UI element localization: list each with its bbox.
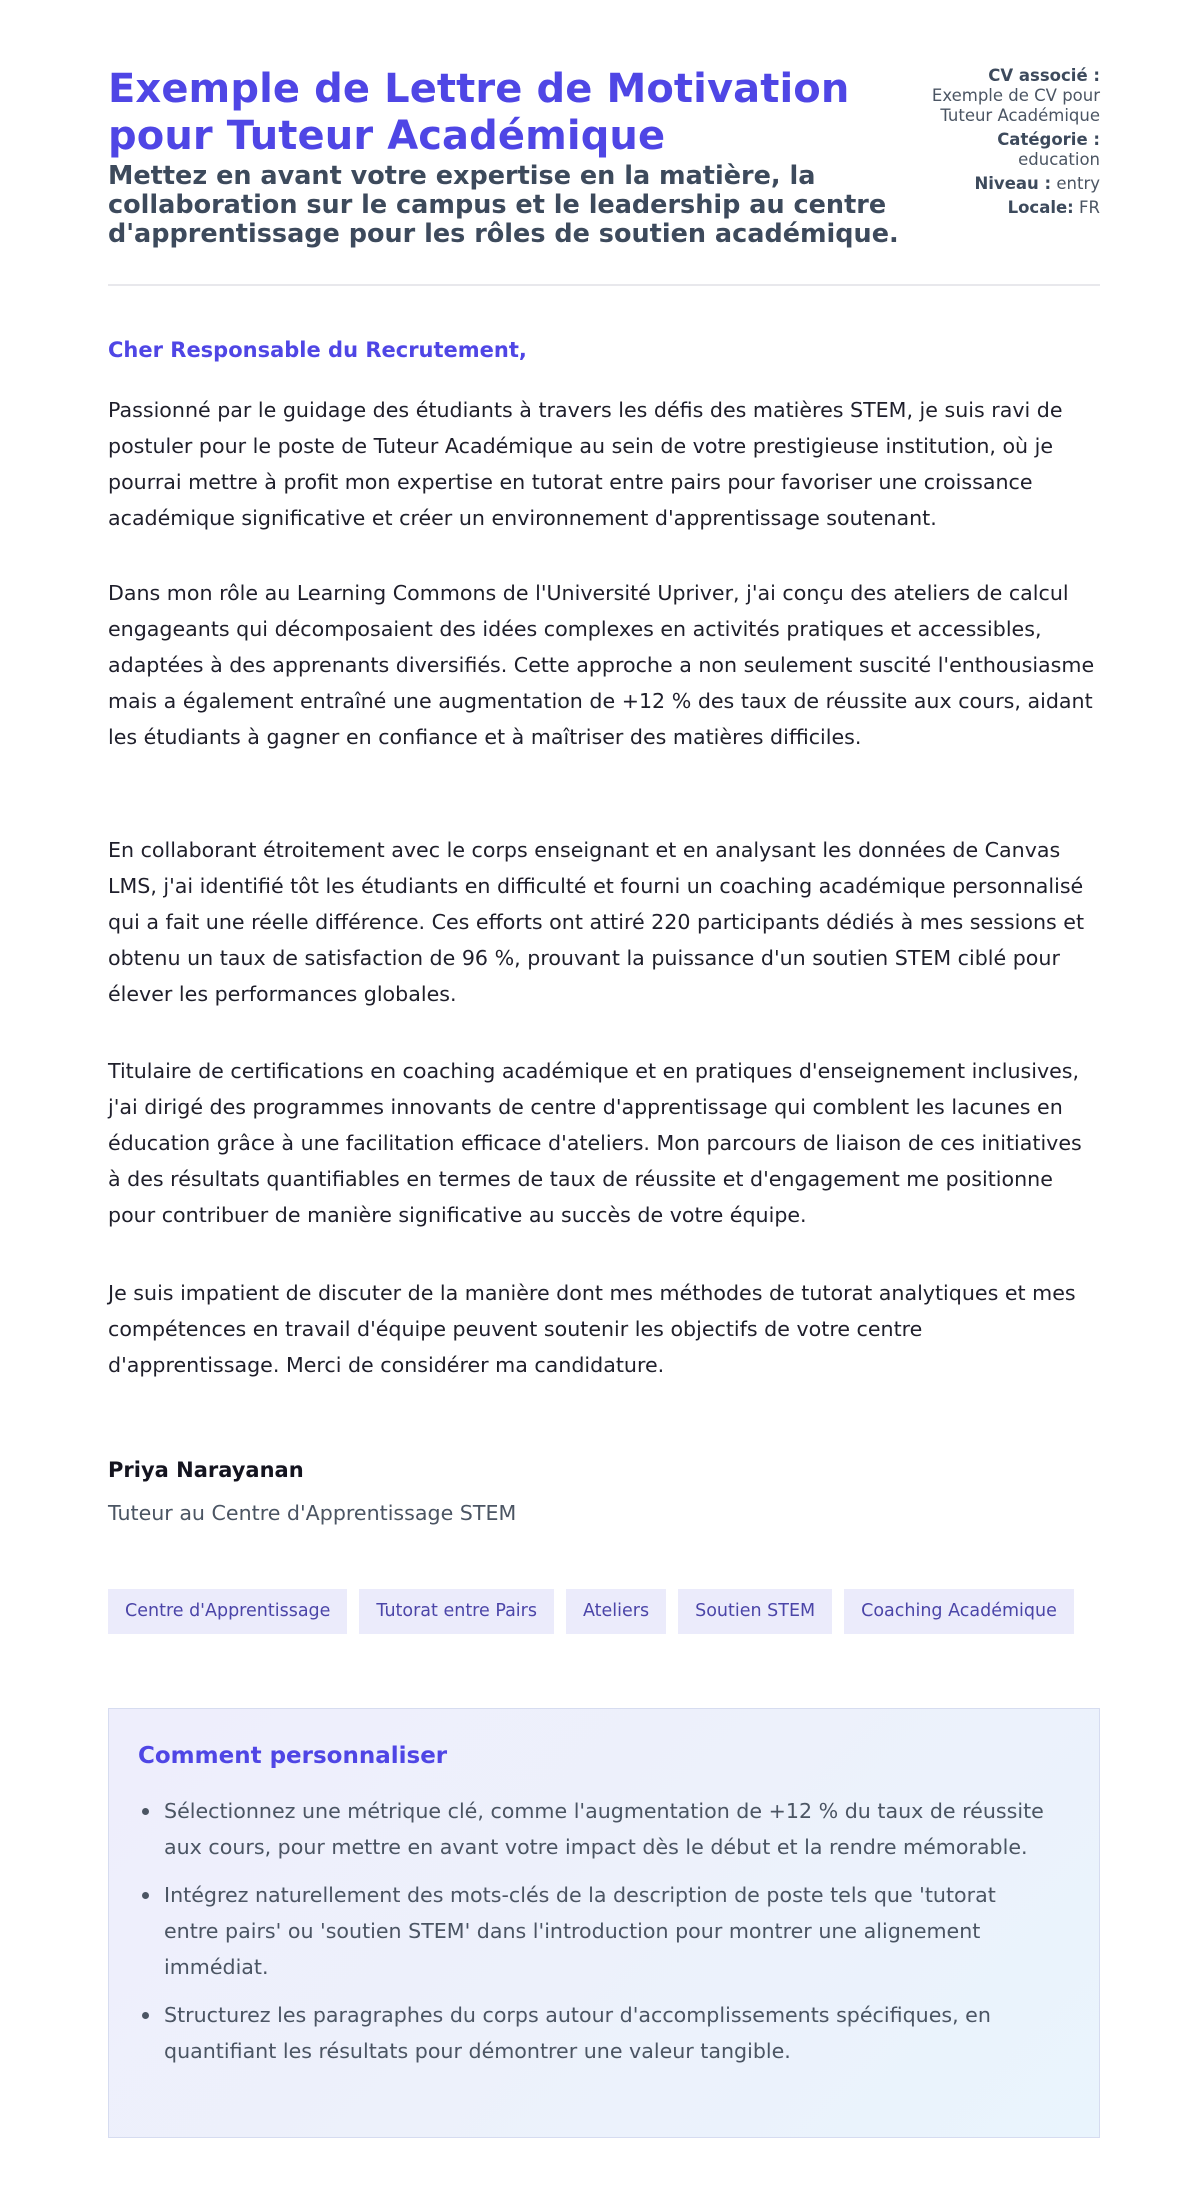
letter-paragraph-4: Titulaire de certifications en coaching académique et en pratiques d'enseignement inclusives, j'ai dirigé des programmes innovants de centre d'apprentissage qui comblent les lacunes en éducation grâce à une facilitation efficace d'ateliers. Mon parcours de liaison de ces initiatives à des résultats quantifiables en termes de taux de réussite et d'engagement me positionne pour contribuer de manière significative au succès de votre équipe.: [108, 1059, 1082, 1227]
tag-soutien-stem[interactable]: Soutien STEM: [678, 1589, 832, 1634]
title-block: [108, 66, 928, 249]
bullet-icon: [142, 1808, 149, 1815]
tag-coaching-academique[interactable]: Coaching Académique: [844, 1589, 1074, 1634]
letter-paragraph-1: Passionné par le guidage des étudiants à travers les défis des matières STEM, je suis ravi de postuler pour le poste de Tuteur Académique au sein de votre prestigieuse institution, où je pourrai mettre à profit mon expertise en tutorat entre pairs pour favoriser une croissance académique significative et créer un environnement d'apprentissage soutenant.: [108, 398, 1063, 530]
bullet-icon: [142, 2012, 149, 2019]
tag-centre-apprentissage[interactable]: Centre d'Apprentissage: [108, 1589, 347, 1634]
letter-paragraph-3: En collaborant étroitement avec le corps enseignant et en analysant les données de Canvas LMS, j'ai identifié tôt les étudiants en difficulté et fourni un coaching académique personnalisé qui a fait une réelle différence. Ces efforts ont attiré 220 participants dédiés à mes sessions et obtenu un taux de satisfaction de 96 %, prouvant la puissance d'un soutien STEM ciblé pour élever les performances globales.: [108, 838, 1085, 1006]
tip-text: Structurez les paragraphes du corps autour d'accomplissements spécifiques, en quantifiant les résultats pour démontrer une valeur tangible.: [164, 2003, 991, 2063]
cover-letter-page: [108, 0, 1100, 2063]
meta-cv-label: CV associé :: [988, 66, 1100, 85]
letter-salutation: Cher Responsable du Recrutement,: [108, 338, 527, 362]
tip-text: Intégrez naturellement des mots-clés de la description de poste tels que 'tutorat entre pairs' ou 'soutien STEM' dans l'introduction pour montrer une alignement immédiat.: [164, 1883, 996, 1979]
page-subtitle: Mettez en avant votre expertise en la matière, la collaboration sur le campus et le leadership au centre d'apprentissage pour les rôles de soutien académique.: [108, 161, 899, 249]
meta-level-value: entry: [1056, 174, 1100, 193]
page-header: [108, 0, 1100, 286]
meta-locale-value: FR: [1079, 198, 1100, 217]
letter-paragraph-2: Dans mon rôle au Learning Commons de l'Université Upriver, j'ai conçu des ateliers de calcul engageants qui décomposaient des idées complexes en activités pratiques et accessibles, adaptées à des apprenants diversifiés. Cette approche a non seulement suscité l'enthousiasme mais a également entraîné une augmentation de +12 % des taux de réussite aux cours, aidant les étudiants à gagner en confiance et à maîtriser des matières difficiles.: [108, 581, 1095, 749]
bullet-icon: [142, 1892, 149, 1899]
tip-item: [138, 1793, 1048, 1865]
meta-level-label: Niveau :: [974, 174, 1052, 193]
signature-title: Tuteur au Centre d'Apprentissage STEM: [108, 1501, 517, 1525]
page-title: Exemple de Lettre de Motivation pour Tuteur Académique: [108, 66, 850, 159]
meta-cv-value[interactable]: Exemple de CV pour Tuteur Académique: [931, 86, 1100, 125]
tag-tutorat-entre-pairs[interactable]: Tutorat entre Pairs: [359, 1589, 554, 1634]
meta-cv: [910, 66, 1100, 126]
letter-paragraph-5: Je suis impatient de discuter de la manière dont mes méthodes de tutorat analytiques et mes compétences en travail d'équipe peuvent soutenir les objectifs de votre centre d'apprentissage. Merci de considérer ma candidature.: [108, 1281, 1076, 1377]
meta-locale: [910, 198, 1100, 218]
tip-item: [138, 1997, 1048, 2069]
tips-title: Comment personnaliser: [138, 1743, 448, 1769]
tips-list: [138, 1793, 1048, 2081]
meta-locale-label: Locale:: [1007, 198, 1074, 217]
tip-item: [138, 1877, 1048, 1985]
meta-level: [910, 174, 1100, 194]
tag-ateliers[interactable]: Ateliers: [566, 1589, 666, 1634]
meta-category: [910, 130, 1100, 170]
tip-text: Sélectionnez une métrique clé, comme l'augmentation de +12 % du taux de réussite aux cours, pour mettre en avant votre impact dès le début et la rendre mémorable.: [164, 1799, 1044, 1859]
meta-panel: [910, 66, 1100, 222]
customization-tips-box: [108, 1708, 1100, 2138]
meta-category-value: education: [1018, 150, 1100, 169]
tag-list: [108, 1589, 1074, 1634]
signature-name: Priya Narayanan: [108, 1458, 304, 1482]
meta-category-label: Catégorie :: [997, 130, 1100, 149]
